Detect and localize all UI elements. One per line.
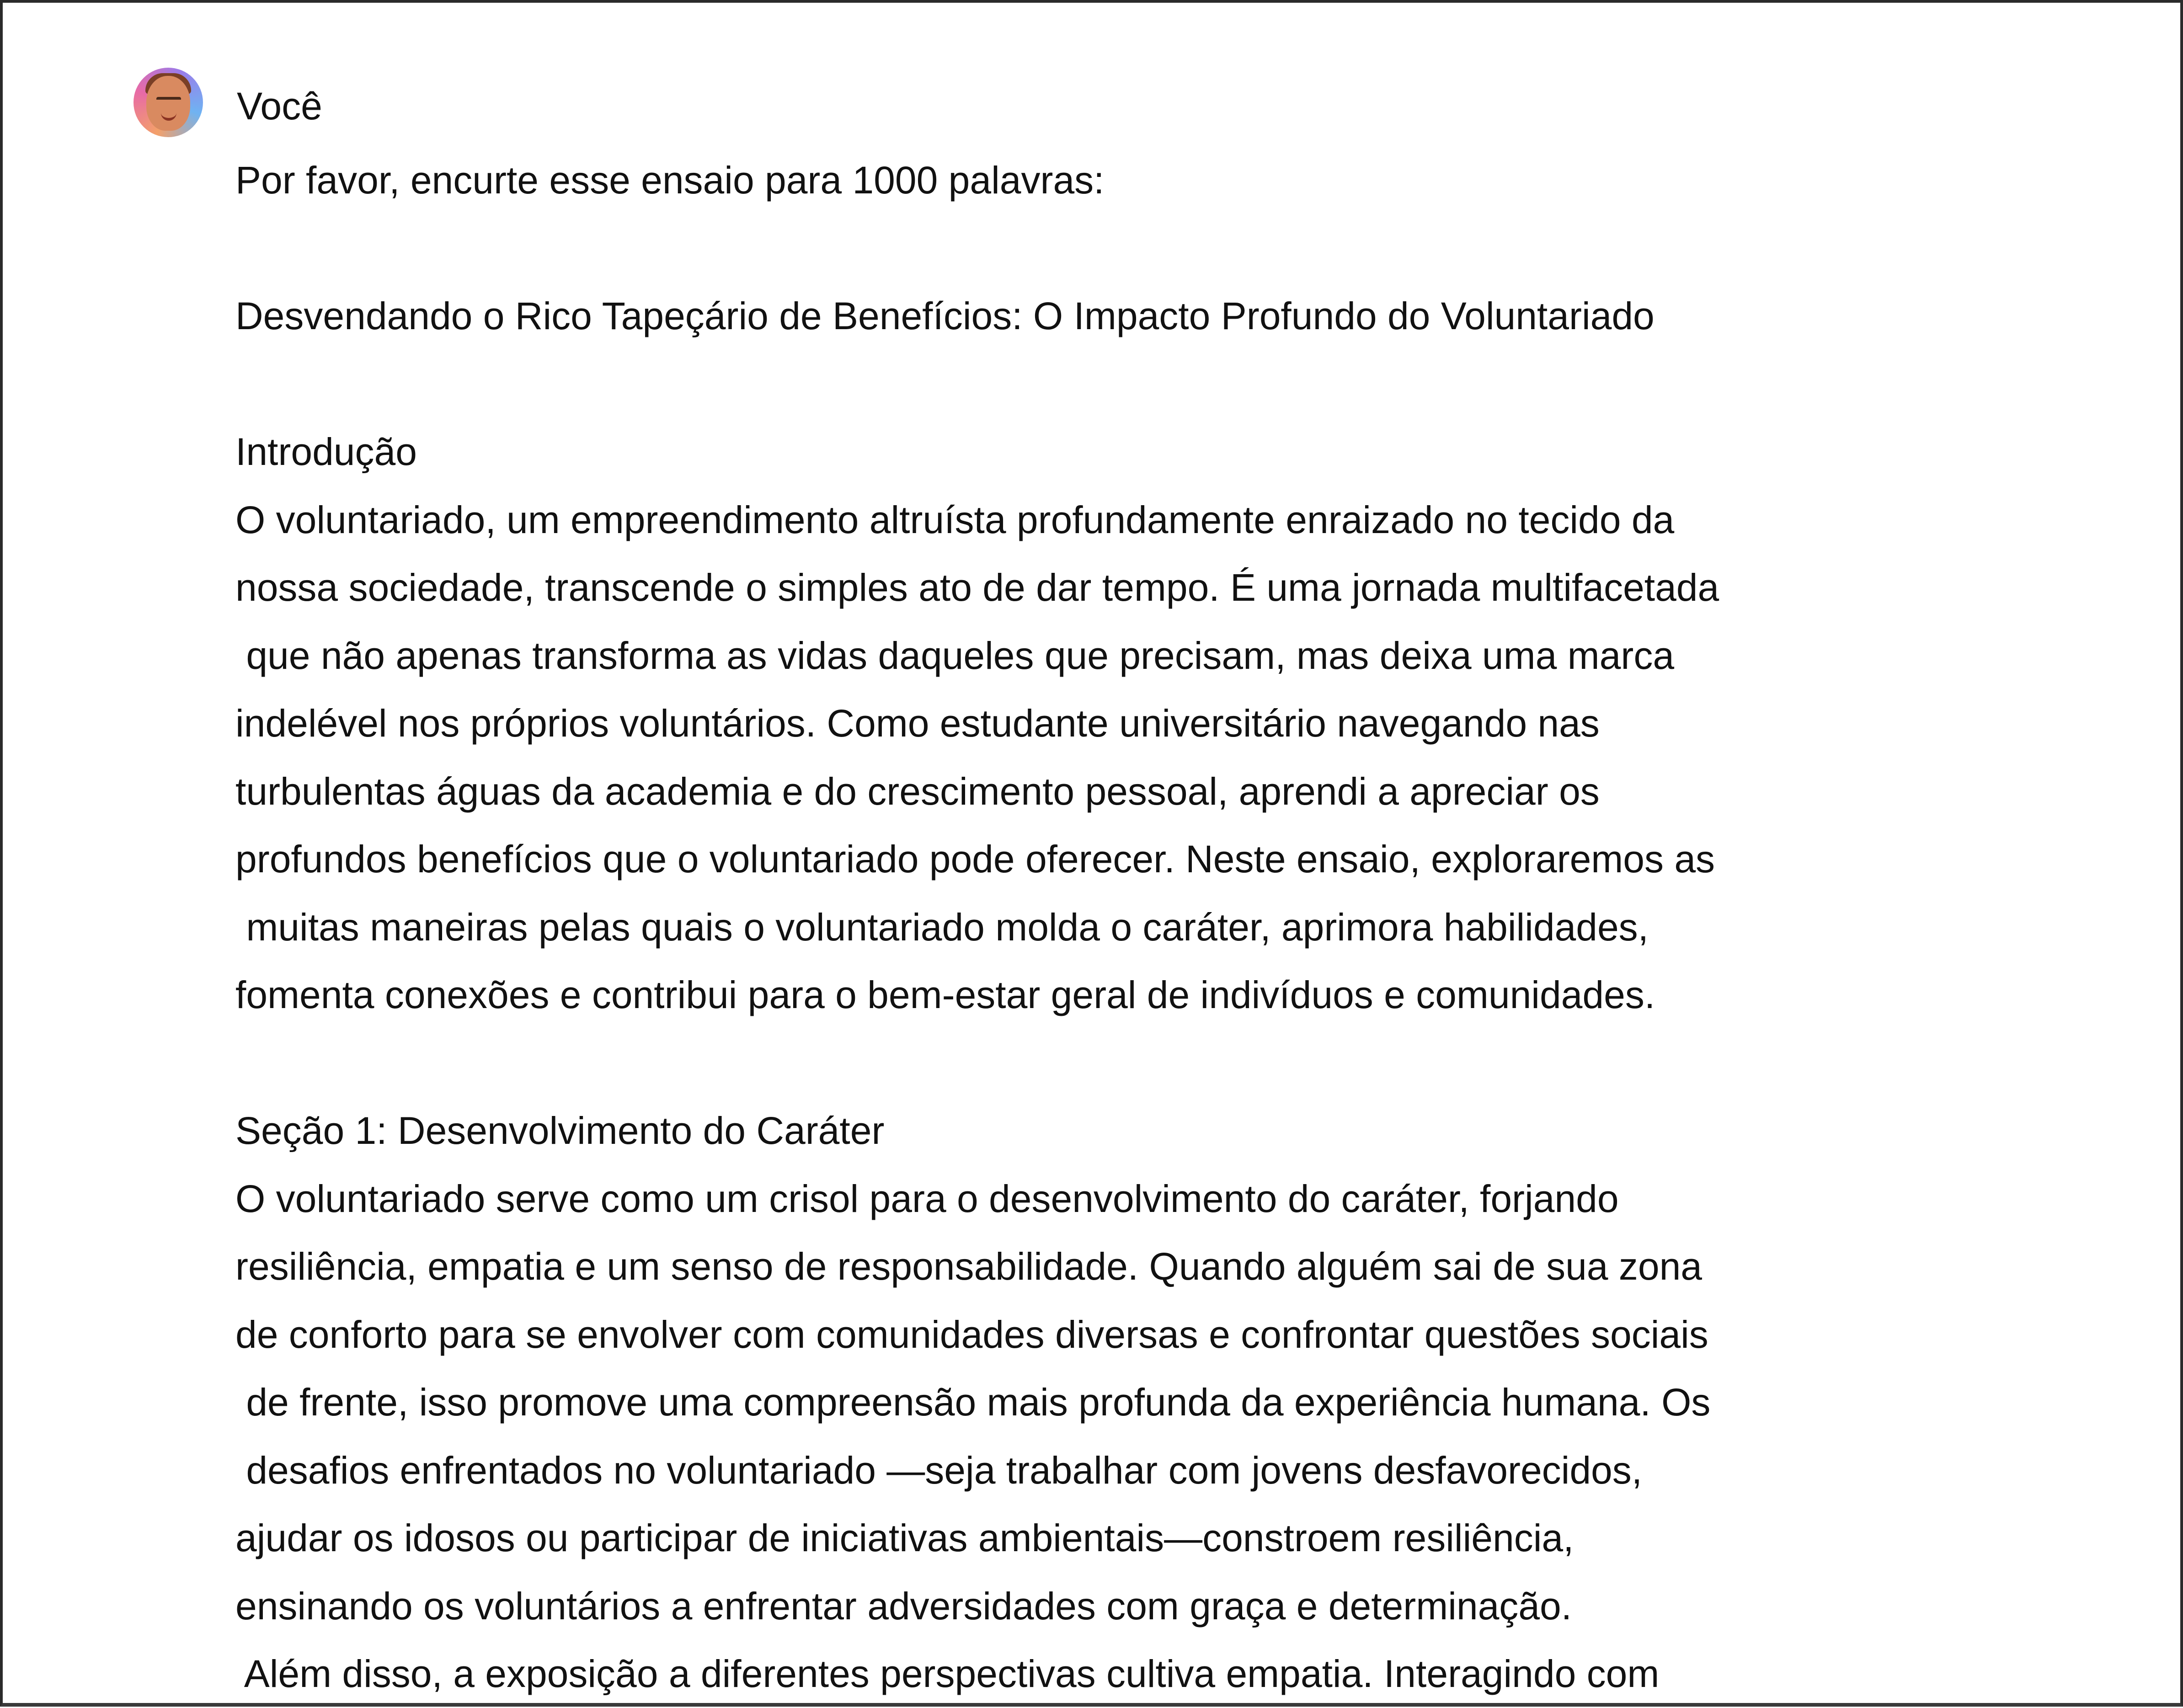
paragraph-line: ensinando os voluntários a enfrentar adversidades com graça e determinação.	[235, 1584, 1572, 1628]
paragraph-line: de frente, isso promove uma compreensão mais profunda da experiência humana. Os	[235, 1381, 1711, 1424]
message-author: Você	[237, 85, 322, 128]
paragraph-line: resiliência, empatia e um senso de responsabilidade. Quando alguém sai de sua zona	[235, 1245, 1702, 1288]
paragraph-line: muitas maneiras pelas quais o voluntariado molda o caráter, aprimora habilidades,	[235, 905, 1649, 949]
request-text: Por favor, encurte esse ensaio para 1000 palavras:	[235, 159, 1105, 202]
user-avatar-icon	[133, 68, 203, 137]
paragraph-line: Além disso, a exposição a diferentes perspectivas cultiva empatia. Interagindo com	[235, 1652, 1660, 1695]
paragraph-line: O voluntariado serve como um crisol para o desenvolvimento do caráter, forjando	[235, 1177, 1619, 1220]
paragraph-line: profundos benefícios que o voluntariado pode oferecer. Neste ensaio, exploraremos as	[235, 838, 1715, 881]
paragraph-line: que não apenas transforma as vidas daqueles que precisam, mas deixa uma marca	[235, 634, 1675, 677]
paragraph-line: desafios enfrentados no voluntariado —seja trabalhar com jovens desfavorecidos,	[235, 1448, 1643, 1492]
paragraph-line: ajudar os idosos ou participar de iniciativas ambientais—constroem resiliência,	[235, 1516, 1574, 1559]
paragraph-line: O voluntariado, um empreendimento altruísta profundamente enraizado no tecido da	[235, 498, 1675, 541]
paragraph-line: turbulentas águas da academia e do crescimento pessoal, aprendi a apreciar os	[235, 769, 1600, 813]
paragraph-line: nossa sociedade, transcende o simples ato de dar tempo. É uma jornada multifacetada	[235, 566, 1719, 609]
paragraph-line: de conforto para se envolver com comunidades diversas e confrontar questões sociais	[235, 1313, 1708, 1356]
message-body	[235, 146, 1881, 1708]
paragraph-line: indelével nos próprios voluntários. Como estudante universitário navegando nas	[235, 702, 1600, 745]
essay-title: Desvendando o Rico Tapeçário de Benefícios: O Impacto Profundo do Voluntariado	[235, 294, 1655, 337]
paragraph-line: fomenta conexões e contribui para o bem-estar geral de indivíduos e comunidades.	[235, 973, 1655, 1016]
section-heading: Seção 1: Desenvolvimento do Caráter	[235, 1109, 885, 1152]
section-heading: Introdução	[235, 430, 417, 473]
